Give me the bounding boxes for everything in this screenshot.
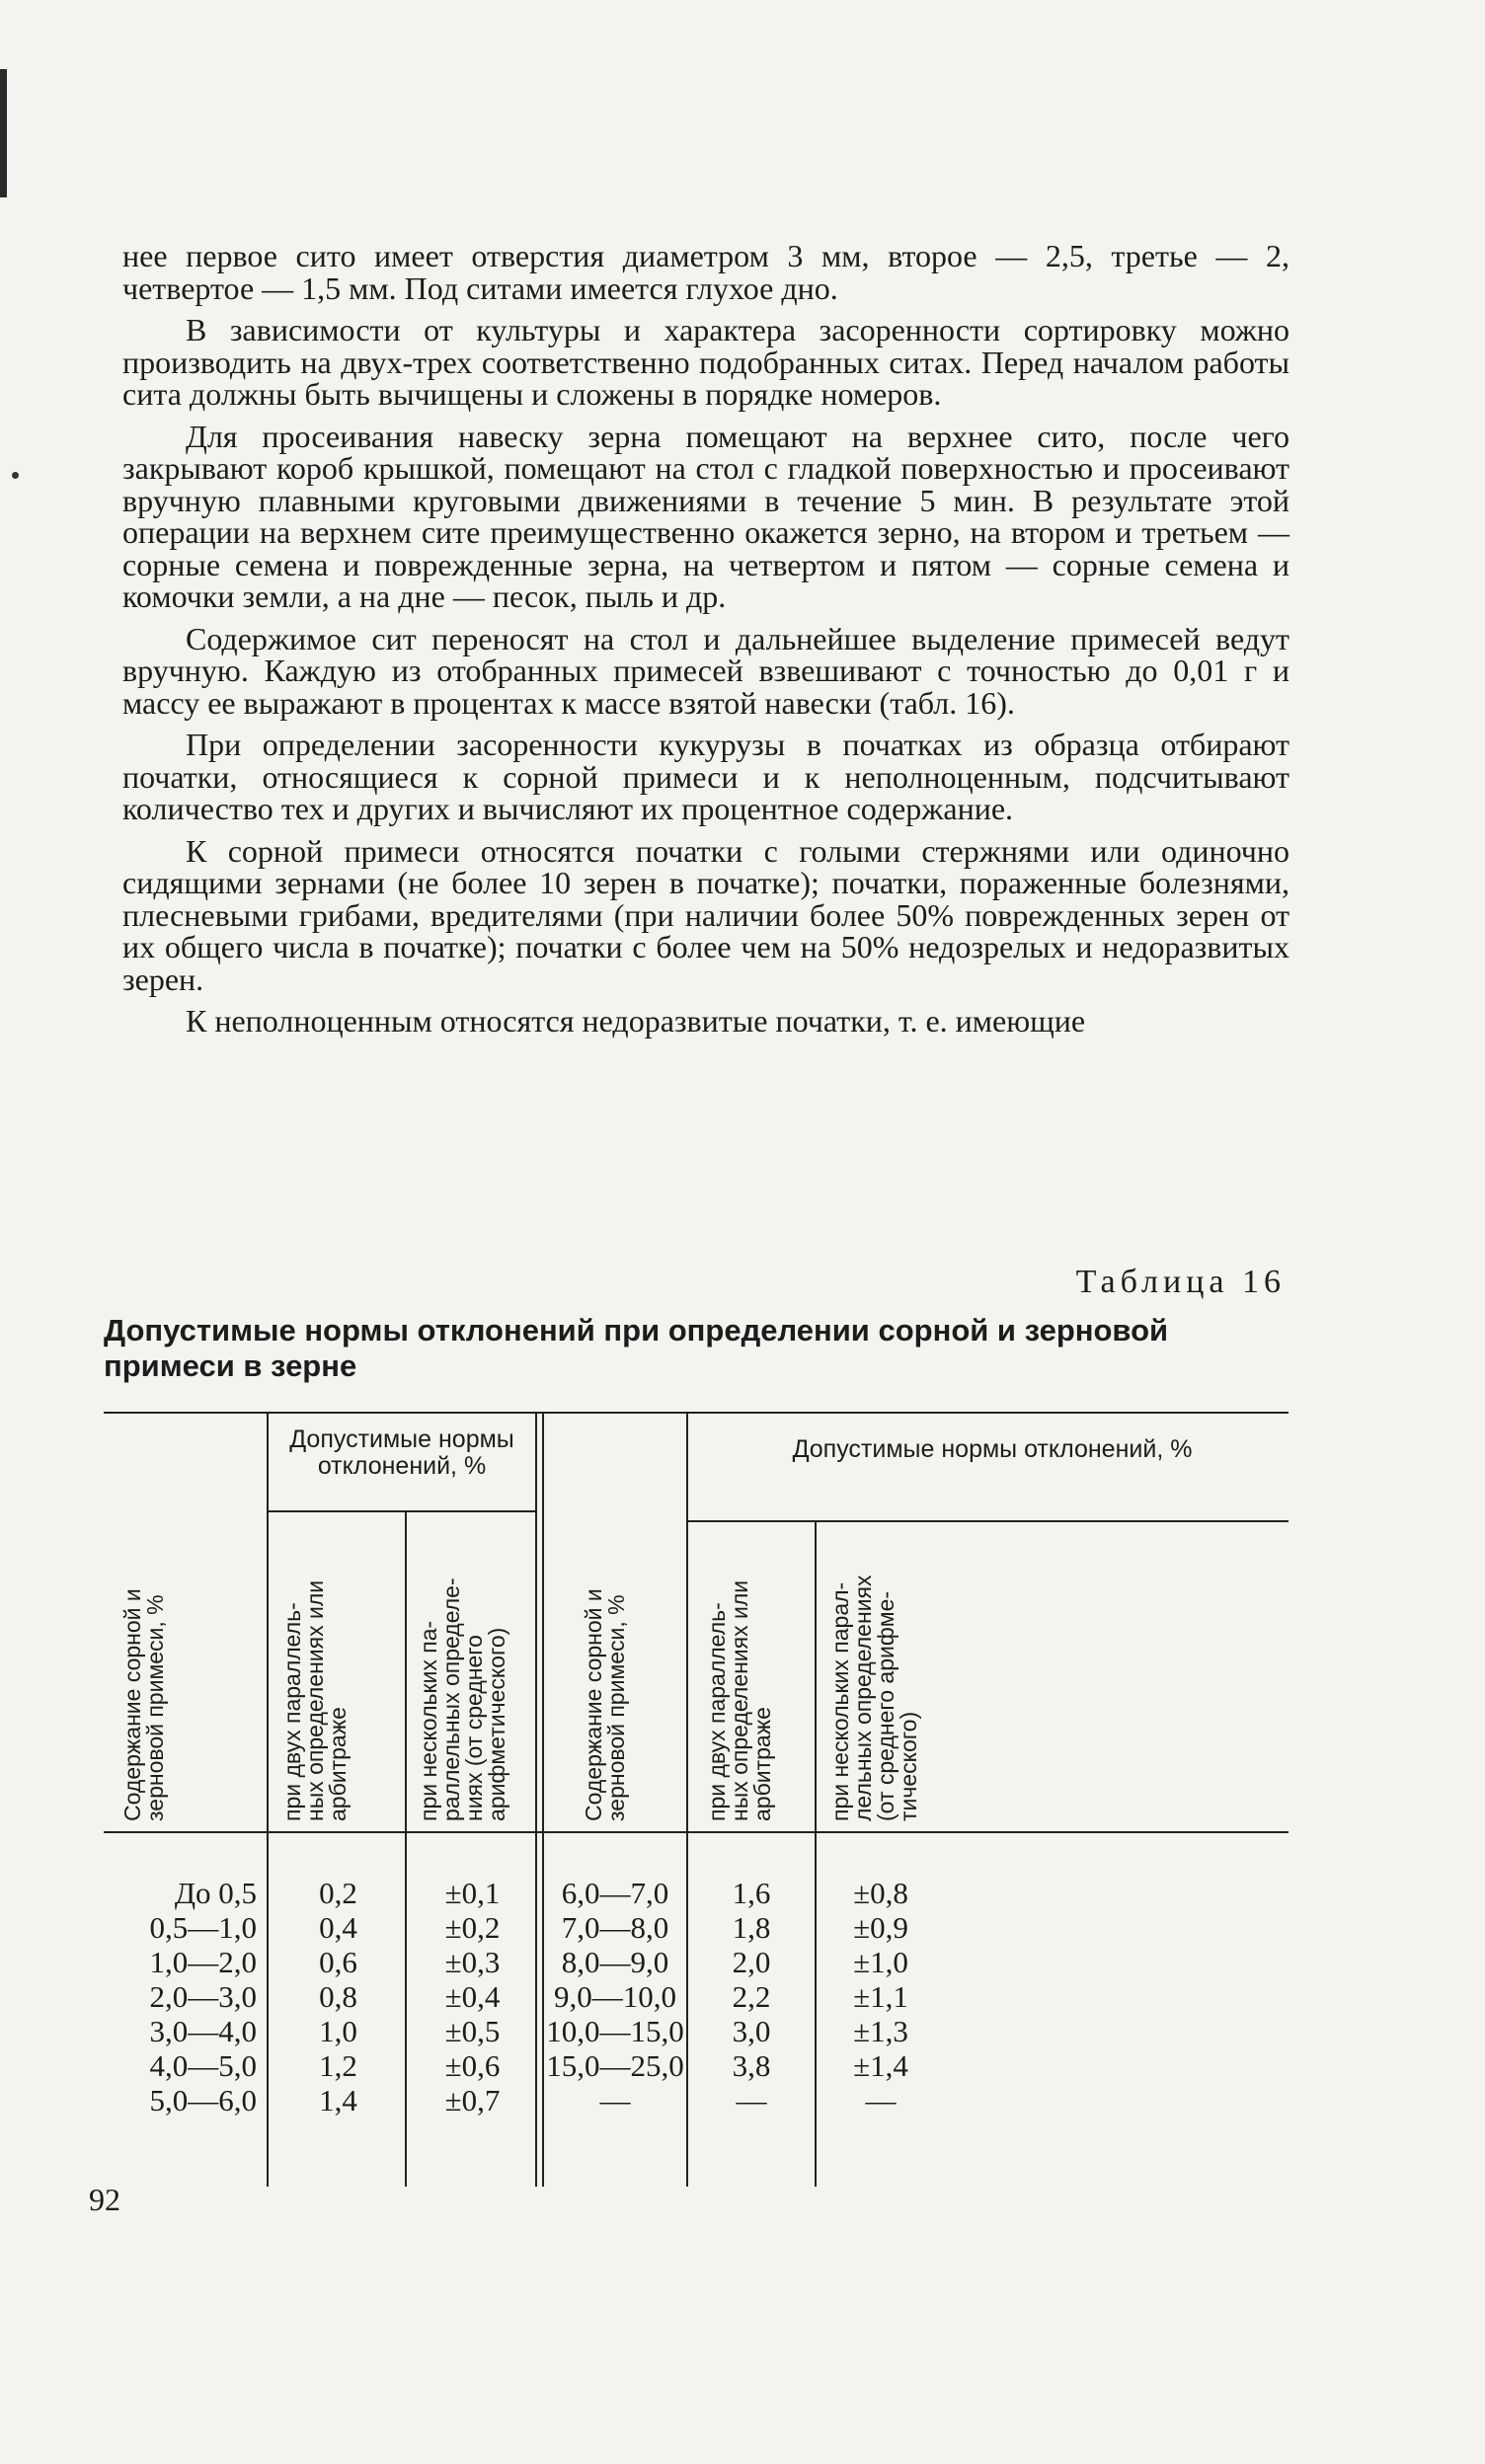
cell: — — [599, 2083, 631, 2118]
col-divider-2 — [405, 1510, 407, 2187]
paragraph-7: К неполноценным относятся недоразвитые початки, т. е. имеющие — [186, 1003, 1086, 1039]
table-top-rule — [104, 1412, 1289, 1414]
cell: ±0,3 — [444, 1945, 501, 1979]
table-label: Таблица 16 — [1075, 1264, 1286, 1300]
paragraph-1: нее первое сито имеет отверстия диаметром 3 мм, второе — 2,5, третье — 2, четвертое — 1,5 мм. Под ситами имеется глухое дно. — [122, 238, 1290, 306]
col-divider-1 — [267, 1412, 269, 2187]
scan-dot-mark — [12, 472, 19, 479]
cell: 6,0—7,0 — [561, 1876, 669, 1910]
right-group-rule — [686, 1520, 1289, 1522]
cell: ±0,4 — [444, 1979, 501, 2014]
cell: ±0,8 — [853, 1876, 908, 1910]
col-divider-3a — [535, 1412, 537, 2187]
paragraph-4: Содержимое сит переносят на стол и дальнейшее выделение примесей ведут вручную. Каждую из отобранных примесей взвешивают с точностью до 0,01 г и массу ее выражают в процентах к массе взятой навески (табл. 16). — [122, 620, 1290, 721]
cell: 1,0 — [319, 2014, 357, 2048]
cell: ±0,1 — [444, 1876, 501, 1910]
left-group-header: Допустимые нормы отклонений, % — [289, 1425, 514, 1480]
col-two-right — [688, 1876, 815, 2118]
cell: 2,0 — [732, 1945, 771, 1979]
cell: ±0,2 — [444, 1910, 501, 1945]
cell: 10,0—15,0 — [546, 2014, 684, 2048]
cell: 9,0—10,0 — [554, 1979, 676, 2014]
cell: 1,6 — [732, 1876, 771, 1910]
paragraph-6: К сорной примеси относятся початки с голыми стержнями или одиночно сидящими зернами (не более 10 зерен в початке); початки, пораженные болезнями, плесневыми грибами, вредителями (при наличии более 50% поврежденных зерен от их общего числа в початке); початки с более чем на 50% недозрелых и недоразвитых зерен. — [122, 832, 1290, 997]
cell: 0,6 — [319, 1945, 357, 1979]
col-content-left — [104, 1876, 257, 2118]
header-content-left: Содержание сорной и зерновой примеси, % — [119, 1588, 168, 1821]
cell: 1,0—2,0 — [149, 1945, 257, 1979]
cell: ±1,4 — [853, 2048, 908, 2083]
col-content-right — [544, 1876, 686, 2118]
header-two-right: при двух параллель- ных определениях или арбитраже — [704, 1579, 775, 1821]
cell: ±0,7 — [444, 2083, 501, 2118]
header-content-right: Содержание сорной и зерновой примеси, % — [581, 1588, 629, 1821]
right-group-header: Допустимые нормы отклонений, % — [792, 1435, 1193, 1463]
header-bottom-rule — [104, 1831, 1289, 1833]
col-two-left — [272, 1876, 405, 2118]
cell: ±0,6 — [444, 2048, 501, 2083]
header-several-left: при нескольких па- раллельных определе- ниях (от среднего арифметического) — [416, 1578, 509, 1821]
cell: 3,0—4,0 — [149, 2014, 257, 2048]
cell: ±1,3 — [853, 2014, 908, 2048]
cell: 0,4 — [319, 1910, 357, 1945]
left-group-rule — [267, 1510, 535, 1512]
col-several-left — [410, 1876, 535, 2118]
cell: 2,2 — [732, 1979, 771, 2014]
cell: 5,0—6,0 — [149, 2083, 257, 2118]
cell: — — [736, 2083, 767, 2118]
cell: 0,5—1,0 — [149, 1910, 257, 1945]
cell: ±1,1 — [853, 1979, 908, 2014]
cell: 8,0—9,0 — [561, 1945, 669, 1979]
page-number: 92 — [89, 2182, 120, 2217]
col-several-right — [817, 1876, 945, 2118]
cell: 2,0—3,0 — [149, 1979, 257, 2014]
paragraph-5: При определении засоренности кукурузы в початках из образца отбирают початки, относящиеся к сорной примеси и к неполноценным, подсчитывают количество тех и других и вычисляют их процентное содержание. — [122, 727, 1290, 826]
norms-table — [104, 1412, 1289, 2182]
scan-edge-mark — [0, 69, 7, 197]
cell: До 0,5 — [174, 1876, 257, 1910]
cell: 3,0 — [732, 2014, 771, 2048]
header-several-right: при нескольких парал- лельных определениях (от среднего арифме- тического) — [827, 1575, 921, 1821]
cell: — — [865, 2083, 897, 2118]
cell: 1,8 — [732, 1910, 771, 1945]
cell: 1,4 — [319, 2083, 357, 2118]
cell: ±1,0 — [853, 1945, 908, 1979]
cell: 1,2 — [319, 2048, 357, 2083]
cell: 4,0—5,0 — [149, 2048, 257, 2083]
cell: 0,2 — [319, 1876, 357, 1910]
paragraph-2: В зависимости от культуры и характера засоренности сортировку можно производить на двух-трех соответственно подобранных ситах. Перед началом работы сита должны быть вычищены и сложены в порядке номеров. — [122, 312, 1290, 412]
cell: ±0,5 — [444, 2014, 501, 2048]
table-title: Допустимые нормы отклонений при определении сорной и зерновой примеси в зерне — [104, 1313, 1169, 1383]
paragraph-3: Для просеивания навеску зерна помещают на верхнее сито, после чего закрывают короб крышкой, помещают на стол с гладкой поверхностью и просеивают вручную плавными круговыми движениями в течение 5 мин. В результате этой операции на верхнем сите преимущественно окажется зерно, на втором и третьем — сорные семена и поврежденные зерна, на четвертом и пятом — сорные семена и комочки земли, а на дне — песок, пыль и др. — [122, 418, 1290, 614]
cell: 7,0—8,0 — [561, 1910, 669, 1945]
body-text — [122, 240, 1290, 1047]
cell: 15,0—25,0 — [546, 2048, 684, 2083]
cell: 3,8 — [732, 2048, 771, 2083]
cell: ±0,9 — [853, 1910, 908, 1945]
header-two-left: при двух параллель- ных определениях или арбитраже — [279, 1579, 351, 1821]
cell: 0,8 — [319, 1979, 357, 2014]
